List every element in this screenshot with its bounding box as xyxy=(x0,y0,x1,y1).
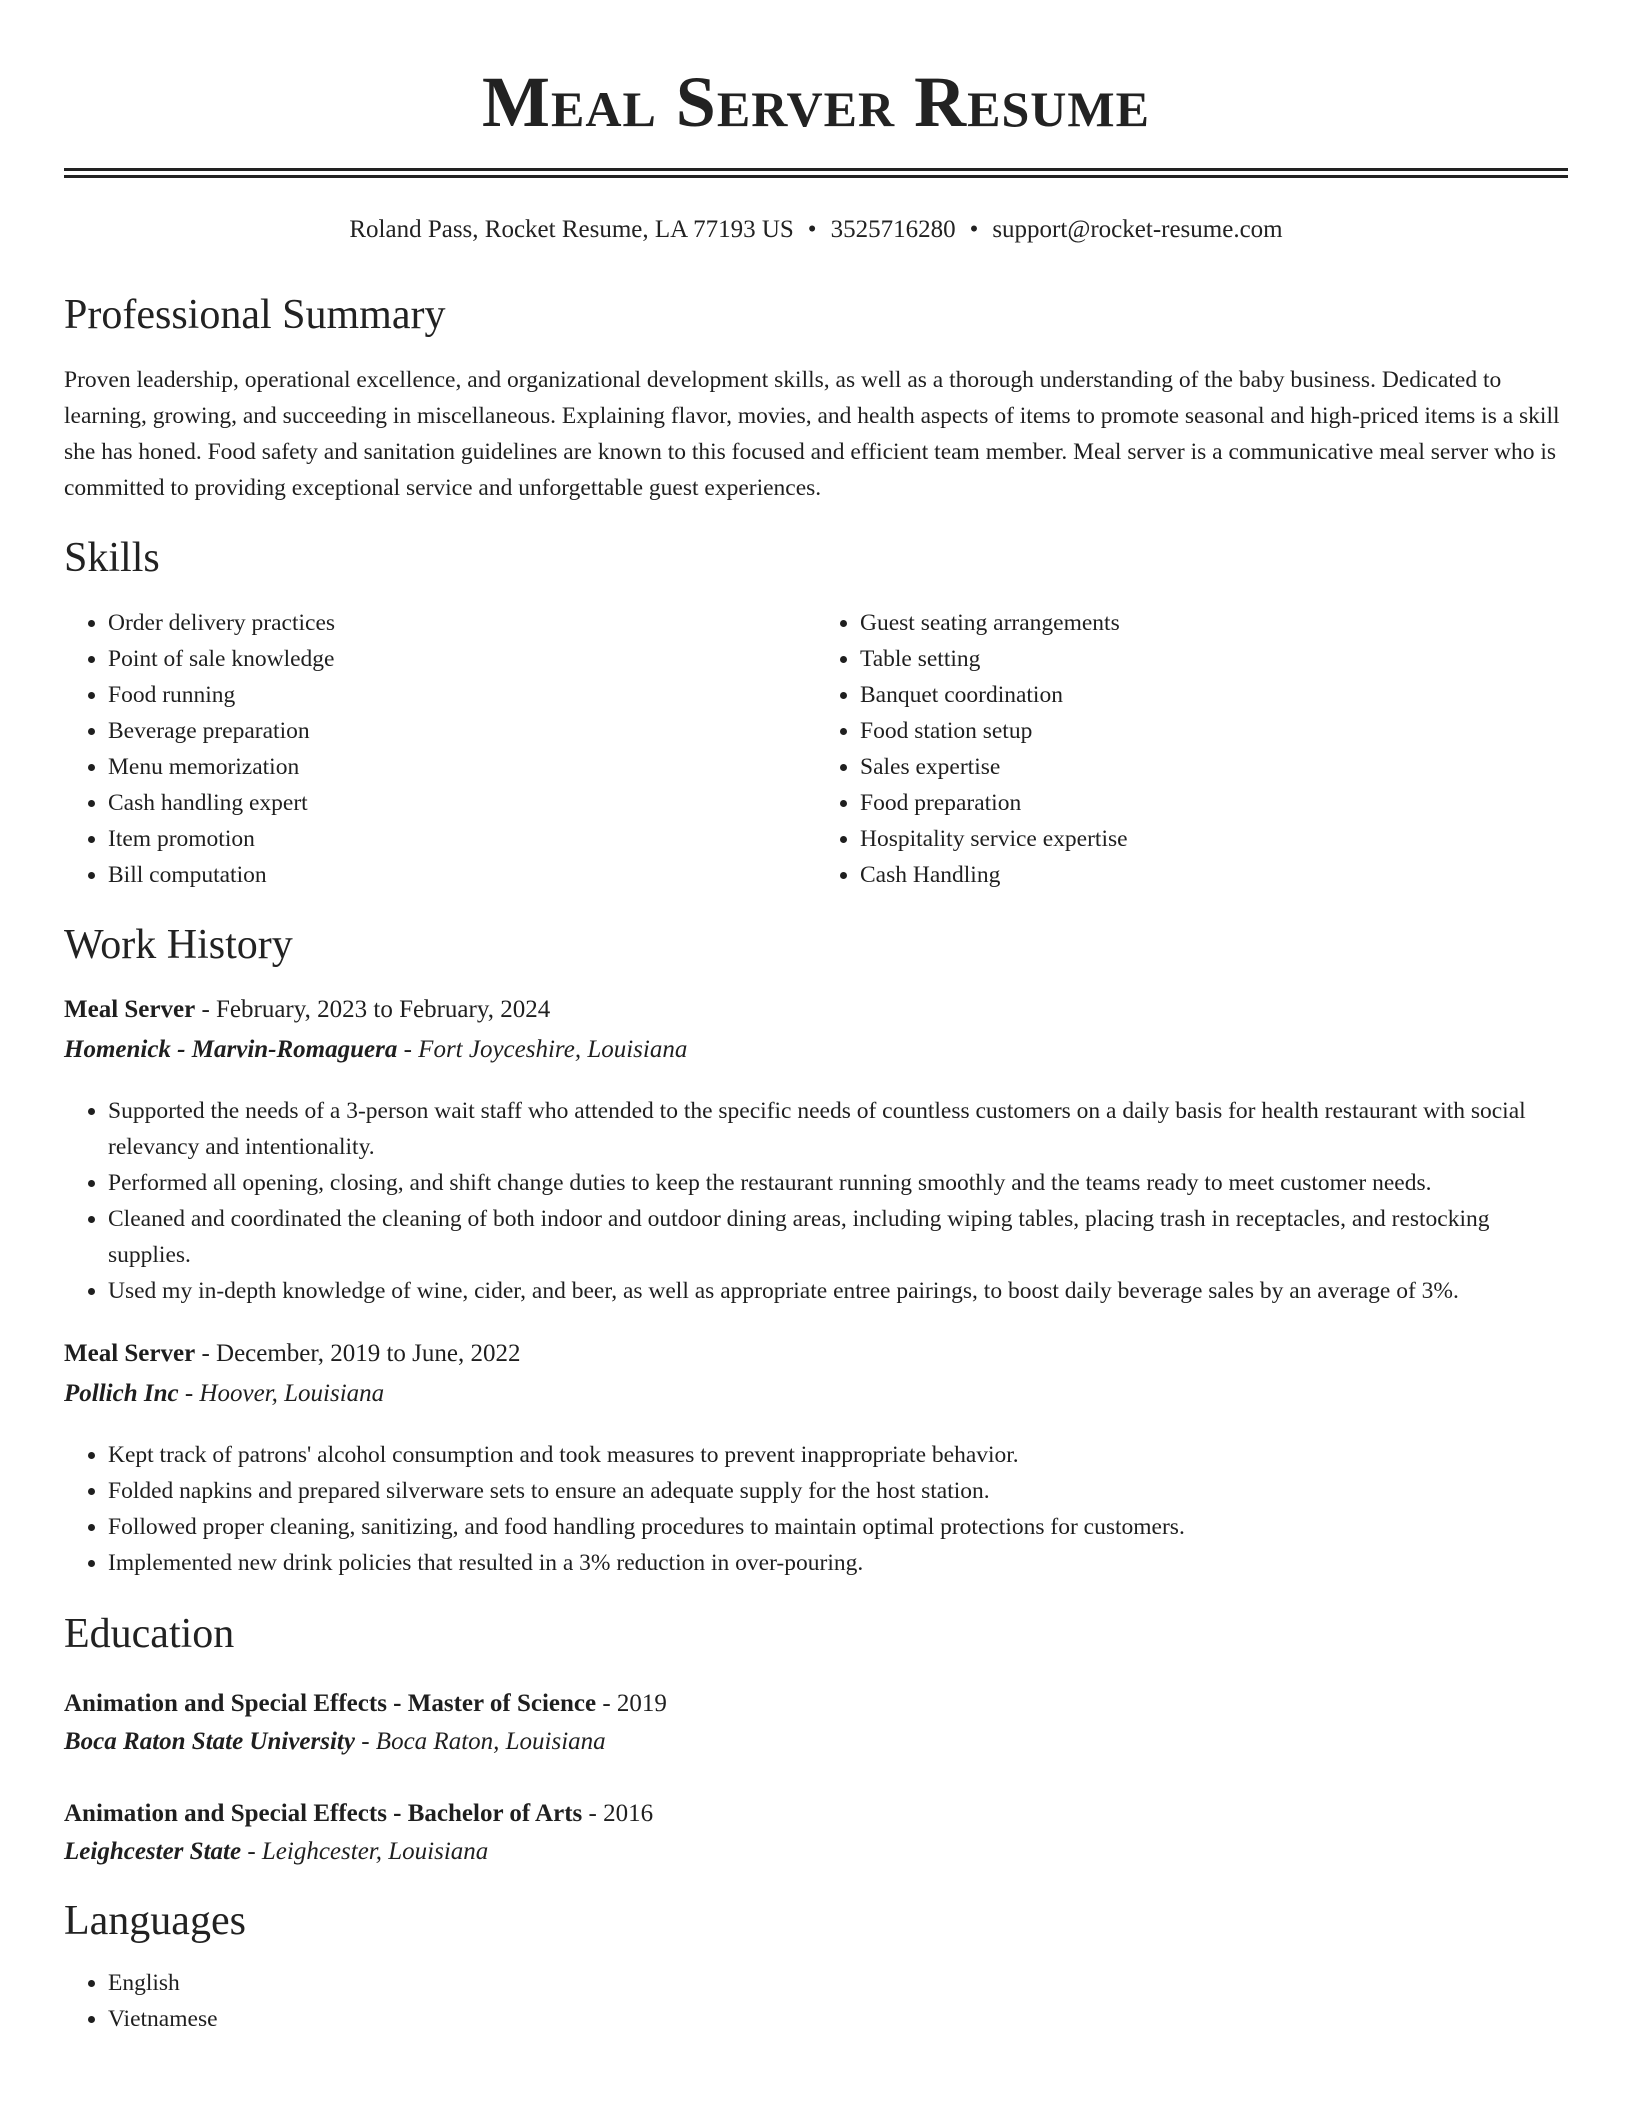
job-title-line xyxy=(64,1334,1568,1374)
language-item: • Vietnamese xyxy=(108,2001,1612,2037)
skills-column-left xyxy=(64,605,816,893)
job-dates: - February, 2023 to February, 2024 xyxy=(195,996,551,1023)
contact-separator: • xyxy=(969,216,979,243)
title-divider xyxy=(64,168,1568,178)
job-dates: - December, 2019 to June, 2022 xyxy=(195,1340,521,1367)
education-degree-line xyxy=(64,1794,1568,1834)
skill-item: • Item promotion xyxy=(108,821,816,857)
contact-line xyxy=(64,214,1568,246)
skill-item: • Guest seating arrangements xyxy=(860,605,1568,641)
education-school-line xyxy=(64,1722,1568,1762)
skill-item: • Menu memorization xyxy=(108,749,816,785)
skill-item: • Table setting xyxy=(860,641,1568,677)
language-item: • English xyxy=(108,1965,1612,2001)
education-location: - Boca Raton, Louisiana xyxy=(354,1728,606,1755)
education-school: Boca Raton State University xyxy=(64,1728,355,1755)
job-bullet: • Performed all opening, closing, and shift change duties to keep the restaurant running smoothly and the teams ready to meet customer needs. xyxy=(108,1165,1568,1201)
job-title: Meal Server xyxy=(64,996,196,1023)
work-history-heading: Work History xyxy=(64,922,293,968)
resume-page xyxy=(64,0,1568,2032)
job-employer: Pollich Inc xyxy=(64,1380,179,1407)
job-bullets xyxy=(64,1437,1612,1581)
skill-item: • Point of sale knowledge xyxy=(108,641,816,677)
skills-heading: Skills xyxy=(64,535,160,581)
education-heading: Education xyxy=(64,1611,235,1657)
job-title-line xyxy=(64,990,1568,1030)
job-location: - Hoover, Louisiana xyxy=(178,1380,385,1407)
job-employer: Homenick - Marvin-Romaguera xyxy=(64,1036,398,1063)
skill-item: • Banquet coordination xyxy=(860,677,1568,713)
skill-item: • Cash Handling xyxy=(860,857,1568,893)
education-school: Leighcester State xyxy=(64,1838,242,1865)
skill-item: • Bill computation xyxy=(108,857,816,893)
job-bullet: • Folded napkins and prepared silverware sets to ensure an adequate supply for the host station. xyxy=(108,1473,1612,1509)
skill-item: • Food station setup xyxy=(860,713,1568,749)
job-employer-line xyxy=(64,1374,1568,1414)
education-location: - Leighcester, Louisiana xyxy=(241,1838,489,1865)
skill-item: • Beverage preparation xyxy=(108,713,816,749)
skill-item: • Hospitality service expertise xyxy=(860,821,1568,857)
education-degree: Animation and Special Effects - Bachelor of Arts xyxy=(64,1800,583,1827)
contact-separator: • xyxy=(807,216,817,243)
contact-phone: 3525716280 xyxy=(830,216,956,243)
skills-column-right xyxy=(816,605,1568,893)
job-bullet: • Implemented new drink policies that resulted in a 3% reduction in over-pouring. xyxy=(108,1545,1612,1581)
languages-list xyxy=(64,1965,1612,2037)
contact-address: Roland Pass, Rocket Resume, LA 77193 US xyxy=(349,216,794,243)
job-title: Meal Server xyxy=(64,1340,196,1367)
education-year: - 2019 xyxy=(596,1690,667,1717)
job-bullets xyxy=(64,1093,1568,1309)
languages-heading: Languages xyxy=(64,1898,246,1944)
summary-text: Proven leadership, operational excellence, and organizational development skills, as well as a thorough understanding of the baby business. Dedicated to learning, growing, and succeeding in miscellaneous. Explaining flavor, movies, and health aspects of items to promote seasonal and high-priced items is a skill she has honed. Food safety and sanitation guidelines are known to this focused and efficient team member. Meal server is a communicative meal server who is committed to providing exceptional service and unforgettable guest experiences. xyxy=(64,367,1560,501)
skill-item: • Food preparation xyxy=(860,785,1568,821)
education-year: - 2016 xyxy=(582,1800,654,1827)
skills-list xyxy=(64,605,1568,893)
education-school-line xyxy=(64,1832,1568,1872)
skill-item: • Food running xyxy=(108,677,816,713)
job-bullet: • Supported the needs of a 3-person wait staff who attended to the specific needs of countless customers on a daily basis for health restaurant with social relevancy and intentionality. xyxy=(108,1093,1568,1165)
skill-item: • Sales expertise xyxy=(860,749,1568,785)
page-title: Meal Server Resume xyxy=(482,62,1150,142)
job-location: - Fort Joyceshire, Louisiana xyxy=(397,1036,688,1063)
skill-item: • Order delivery practices xyxy=(108,605,816,641)
job-bullet: • Cleaned and coordinated the cleaning of both indoor and outdoor dining areas, including wiping tables, placing trash in receptacles, and restocking supplies. xyxy=(108,1201,1568,1273)
education-degree-line xyxy=(64,1684,1568,1724)
contact-email: support@rocket-resume.com xyxy=(992,216,1283,243)
summary-heading: Professional Summary xyxy=(64,292,446,338)
job-employer-line xyxy=(64,1030,1568,1070)
job-bullet: • Followed proper cleaning, sanitizing, and food handling procedures to maintain optimal protections for customers. xyxy=(108,1509,1612,1545)
job-bullet: • Used my in-depth knowledge of wine, cider, and beer, as well as appropriate entree pairings, to boost daily beverage sales by an average of 3%. xyxy=(108,1273,1568,1309)
education-degree: Animation and Special Effects - Master of Science xyxy=(64,1690,597,1717)
skill-item: • Cash handling expert xyxy=(108,785,816,821)
job-bullet: • Kept track of patrons' alcohol consumption and took measures to prevent inappropriate behavior. xyxy=(108,1437,1612,1473)
